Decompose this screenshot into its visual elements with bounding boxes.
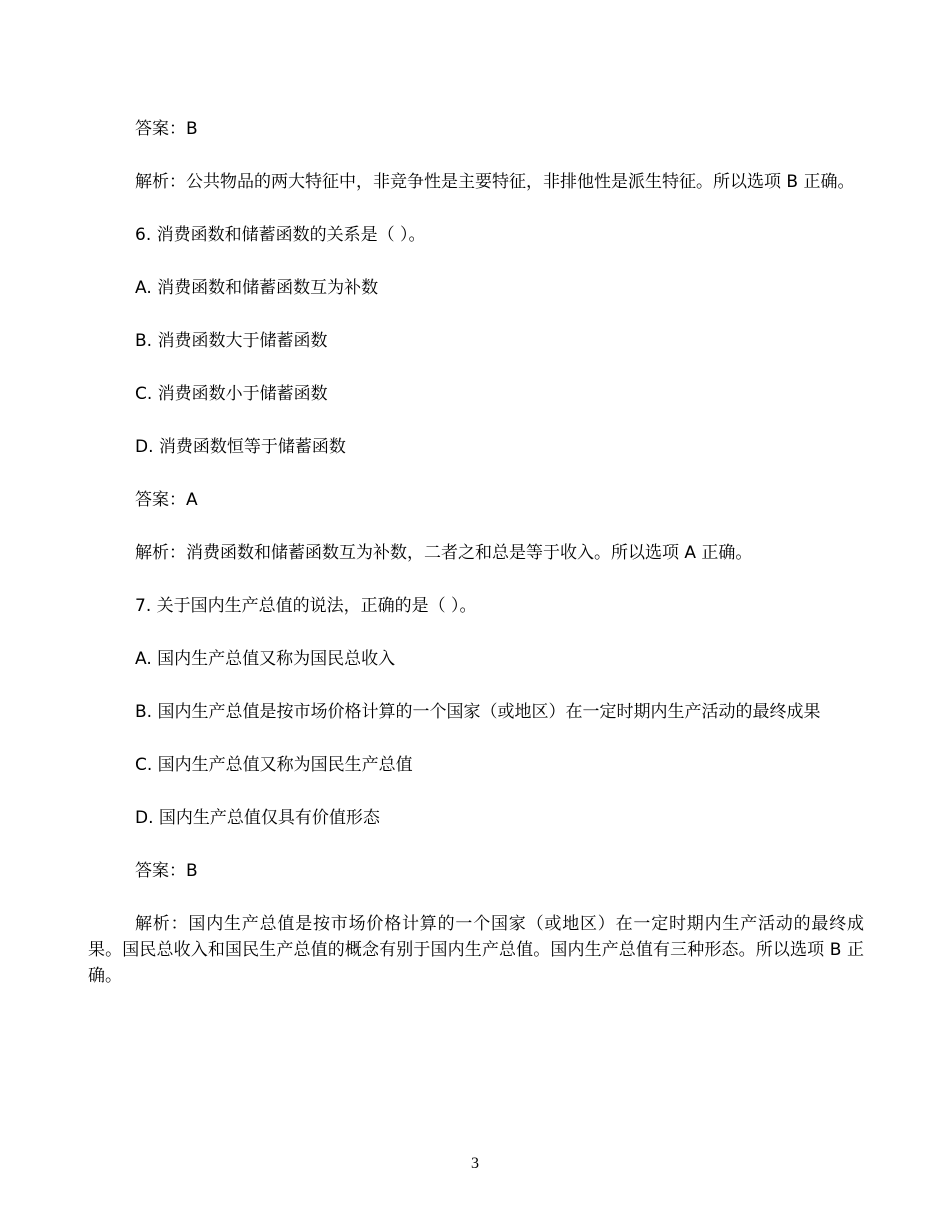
- q7-option-c: C. 国内生产总值又称为国民生产总值: [135, 755, 413, 775]
- answer-q5: 答案：B: [135, 119, 198, 139]
- explanation-q7: 解析：国内生产总值是按市场价格计算的一个国家（或地区）在一定时期内生产活动的最终成果。国民总收入和国民生产总值的概念有别于国内生产总值。国内生产总值有三种形态。所以选项 B 正确。: [88, 914, 864, 986]
- explanation-q6: 解析：消费函数和储蓄函数互为补数，二者之和总是等于收入。所以选项 A 正确。: [135, 543, 753, 563]
- q7-option-d: D. 国内生产总值仅具有价值形态: [135, 808, 380, 828]
- q7-option-a: A. 国内生产总值又称为国民总收入: [135, 649, 396, 669]
- q6-option-b: B. 消费函数大于储蓄函数: [135, 331, 328, 351]
- answer-q7: 答案：B: [135, 861, 198, 881]
- question-7: 7. 关于国内生产总值的说法，正确的是（ ）。: [135, 596, 477, 616]
- explanation-q5: 解析：公共物品的两大特征中，非竞争性是主要特征，非排他性是派生特征。所以选项 B 正确。: [135, 172, 855, 192]
- document-body: [88, 116, 864, 1016]
- q6-option-c: C. 消费函数小于储蓄函数: [135, 384, 328, 404]
- page-number: 3: [471, 1155, 479, 1172]
- q7-option-b: B. 国内生产总值是按市场价格计算的一个国家（或地区）在一定时期内生产活动的最终成果: [135, 702, 821, 722]
- q6-option-a: A. 消费函数和储蓄函数互为补数: [135, 278, 379, 298]
- question-6: 6. 消费函数和储蓄函数的关系是（ ）。: [135, 225, 426, 245]
- answer-q6: 答案：A: [135, 490, 198, 510]
- q6-option-d: D. 消费函数恒等于储蓄函数: [135, 437, 346, 457]
